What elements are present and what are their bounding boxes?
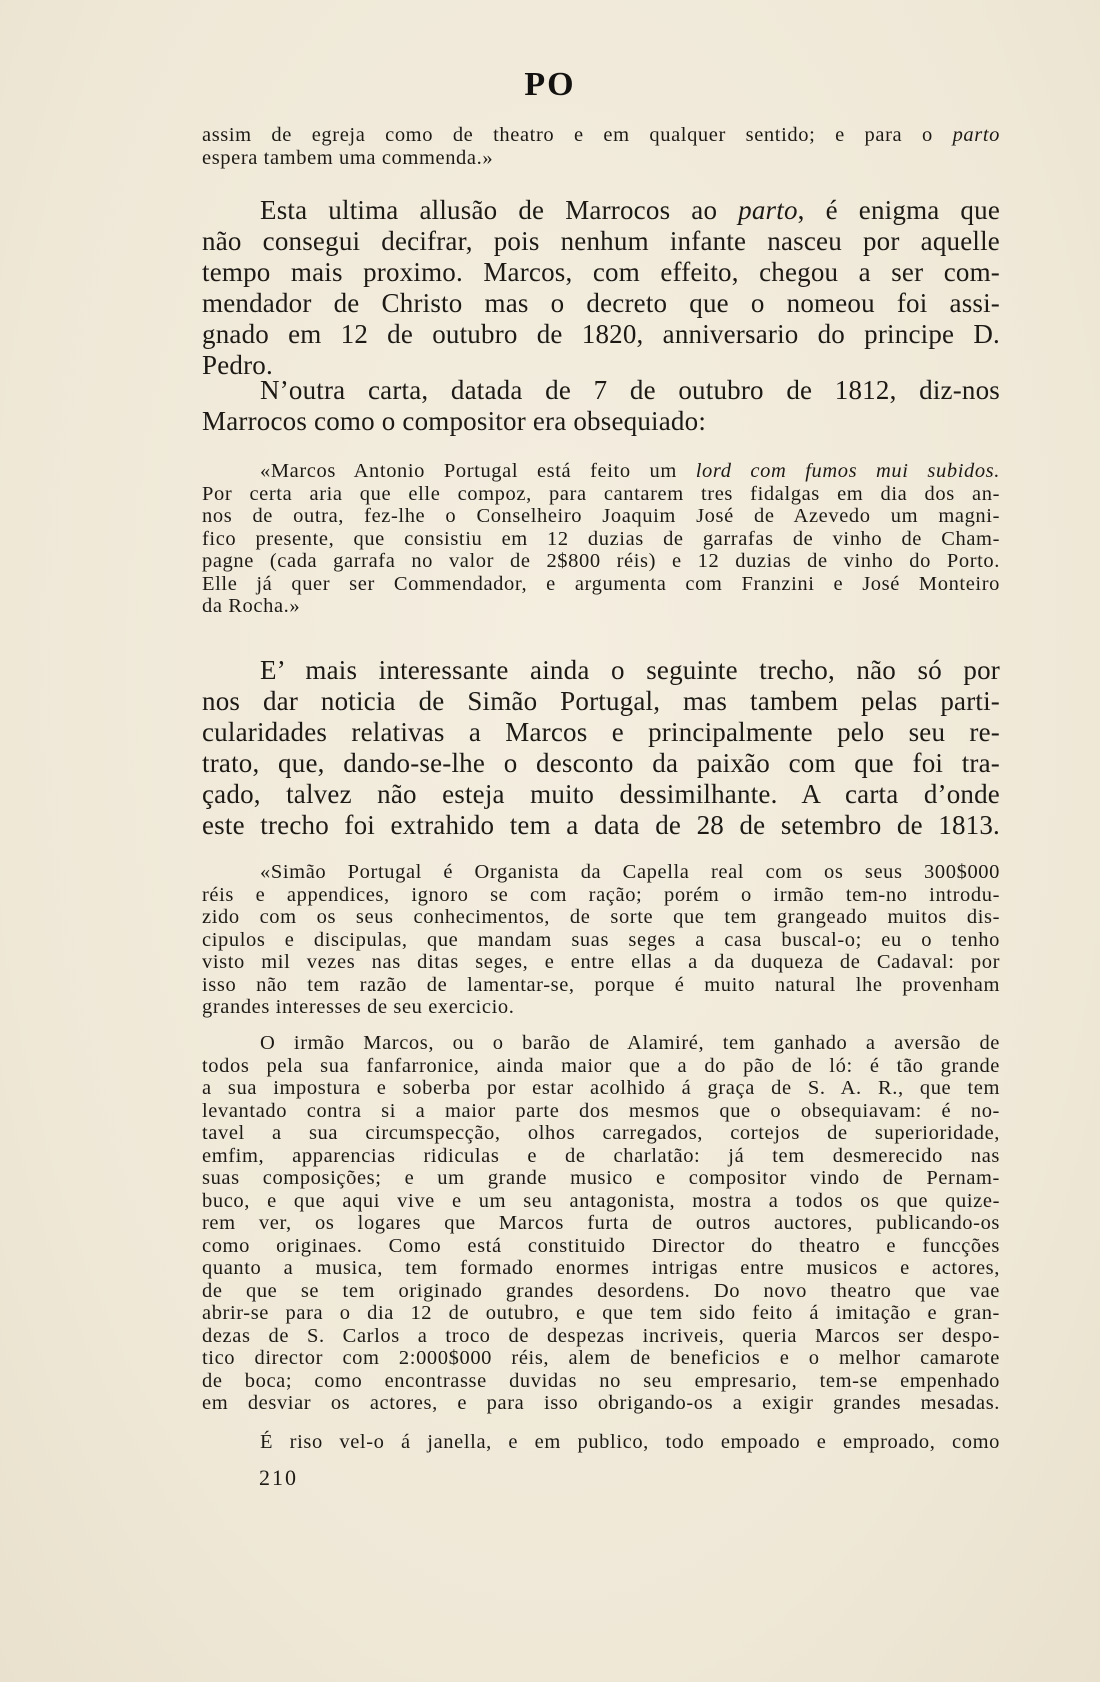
text-line: nos de outra, fez-lhe o Conselheiro Joaquim José de Azevedo um magni- bbox=[202, 505, 1000, 527]
text-line: nos dar noticia de Simão Portugal, mas tambem pelas parti- bbox=[202, 686, 1000, 716]
text-line: E’ mais interessante ainda o seguinte trecho, não só por bbox=[260, 655, 1000, 685]
paragraph-body bbox=[202, 195, 1000, 381]
text-line: cularidades relativas a Marcos e principalmente pelo seu re- bbox=[202, 717, 1000, 747]
italic-phrase: lord com fumos mui subidos. bbox=[695, 460, 1000, 482]
paragraph-body bbox=[202, 375, 1000, 437]
text-line: gnado em 12 de outubro de 1820, anniversario do principe D. bbox=[202, 319, 1000, 349]
text-line: tico director com 2:000$000 réis, alem de beneficios e o melhor camarote bbox=[202, 1347, 1000, 1369]
text-line: fico presente, que consistiu em 12 duzias de garrafas de vinho de Cham- bbox=[202, 527, 1000, 550]
text-line: a sua impostura e soberba por estar acolhido á graça de S. A. R., que tem bbox=[202, 1077, 1000, 1099]
text-line: dezas de S. Carlos a troco de despezas incriveis, queria Marcos ser despo- bbox=[202, 1324, 1000, 1347]
text-line: emfim, apparencias ridiculas e de charlatão: já tem desmerecido nas bbox=[202, 1144, 1000, 1167]
text-line: como originaes. Como está constituido Director do theatro e funcções bbox=[202, 1234, 1000, 1257]
text-line: grandes interesses de seu exercicio. bbox=[202, 996, 515, 1018]
quoted-letter bbox=[202, 861, 1000, 1019]
page-number: 210 bbox=[259, 1465, 298, 1490]
text-line: tavel a sua circumspecção, olhos carregados, cortejos de superioridade, bbox=[202, 1122, 1000, 1144]
text-line: pagne (cada garrafa no valor de 2$800 réis) e 12 duzias de vinho do Porto. bbox=[202, 550, 1000, 572]
text-line: de que se tem originado grandes desordens. Do novo theatro que vae bbox=[202, 1279, 1000, 1302]
text-line: este trecho foi extrahido tem a data de 28 de setembro de 1813. bbox=[202, 810, 1000, 840]
text-line-content: ultima allusão de Marrocos ao bbox=[328, 195, 718, 225]
text-line: Pedro. bbox=[202, 350, 273, 380]
text-line: visto mil vezes nas ditas seges, e entre ellas a da duqueza de Cadaval: por bbox=[202, 951, 1000, 973]
text-line: rem ver, os logares que Marcos furta de outros auctores, publicando-os bbox=[202, 1212, 1000, 1234]
text-line: «Simão Portugal é Organista da Capella real com os seus 300$000 bbox=[260, 861, 1000, 883]
paragraph-body bbox=[202, 655, 1000, 841]
text-line: O irmão Marcos, ou o barão de Alamiré, tem ganhado a aversão de bbox=[260, 1032, 1000, 1054]
text-line: quanto a musica, tem formado enormes intrigas entre musicos e actores, bbox=[202, 1257, 1000, 1279]
text-line: réis e appendices, ignoro se com ração; porém o irmão tem-no introdu- bbox=[202, 883, 1000, 906]
text-line: levantado contra si a maior parte dos mesmos que o obsequiavam: é no- bbox=[202, 1099, 1000, 1122]
text-line: espera tambem uma commenda.» bbox=[202, 146, 494, 169]
text-line: suas composições; e um grande musico e compositor vindo de Pernam- bbox=[202, 1167, 1000, 1189]
quoted-letter bbox=[202, 460, 1000, 618]
text-line-content: assim de egreja como de theatro e em qualquer sentido; e para o bbox=[202, 124, 933, 146]
text-line: Elle já quer ser Commendador, e argumenta com Franzini e José Monteiro bbox=[202, 572, 1000, 595]
text-line: trato, que, dando-se-lhe o desconto da paixão com que foi tra- bbox=[202, 748, 1000, 778]
text-line: isso não tem razão de lamentar-se, porque é muito natural lhe provenham bbox=[202, 973, 1000, 996]
paragraph-continued bbox=[202, 124, 1000, 169]
text-line: çado, talvez não esteja muito dessimilhante. A carta d’onde bbox=[202, 779, 1000, 809]
running-header: PO bbox=[524, 66, 576, 103]
italic-word: parto bbox=[952, 124, 1000, 146]
text-line bbox=[202, 460, 1000, 483]
text-line: todos pela sua fanfarronice, ainda maior que a do pão de ló: é tão grande bbox=[202, 1054, 1000, 1077]
text-line: cipulos e discipulas, que mandam suas seges a casa buscal-o; eu o tenho bbox=[202, 928, 1000, 951]
paragraph-quoted-continued bbox=[202, 1431, 1000, 1454]
text-line: Por certa aria que elle compoz, para cantarem tres fidalgas em dia dos an- bbox=[202, 482, 1000, 505]
text-line: mendador de Christo mas o decreto que o nomeou foi assi- bbox=[202, 288, 1000, 318]
text-line: buco, e que aqui vive e um seu antagonista, mostra a todos os que quize- bbox=[202, 1189, 1000, 1212]
text-line: É riso vel-o á janella, e em publico, todo empoado e emproado, como bbox=[260, 1431, 1000, 1453]
text-line: não consegui decifrar, pois nenhum infante nasceu por aquelle bbox=[202, 226, 1000, 256]
text-line: Marrocos como o compositor era obsequiado: bbox=[202, 406, 707, 436]
text-line-content: «Marcos Antonio Portugal está feito um bbox=[260, 460, 696, 482]
text-line: tempo mais proximo. Marcos, com effeito, chegou a ser com- bbox=[202, 257, 1000, 287]
text-line: abrir-se para o dia 12 de outubro, e que tem sido feito á imitação e gran- bbox=[202, 1302, 1000, 1324]
italic-word: parto bbox=[738, 195, 798, 225]
text-line: zido com os seus conhecimentos, de sorte que tem grangeado muitos dis- bbox=[202, 906, 1000, 928]
text-line-content: Esta bbox=[260, 195, 308, 225]
quoted-letter bbox=[202, 1032, 1000, 1415]
text-line bbox=[202, 195, 1000, 226]
text-line bbox=[202, 124, 1000, 147]
text-line-content: , é enigma que bbox=[797, 195, 1001, 225]
text-line: N’outra carta, datada de 7 de outubro de 1812, diz-nos bbox=[260, 375, 1000, 405]
text-line: da Rocha.» bbox=[202, 595, 301, 617]
text-line: em desviar os actores, e para isso obrigando-os a exigir grandes mesadas. bbox=[202, 1392, 1000, 1414]
text-line: de boca; como encontrasse duvidas no seu empresario, tem-se empenhado bbox=[202, 1369, 1000, 1392]
